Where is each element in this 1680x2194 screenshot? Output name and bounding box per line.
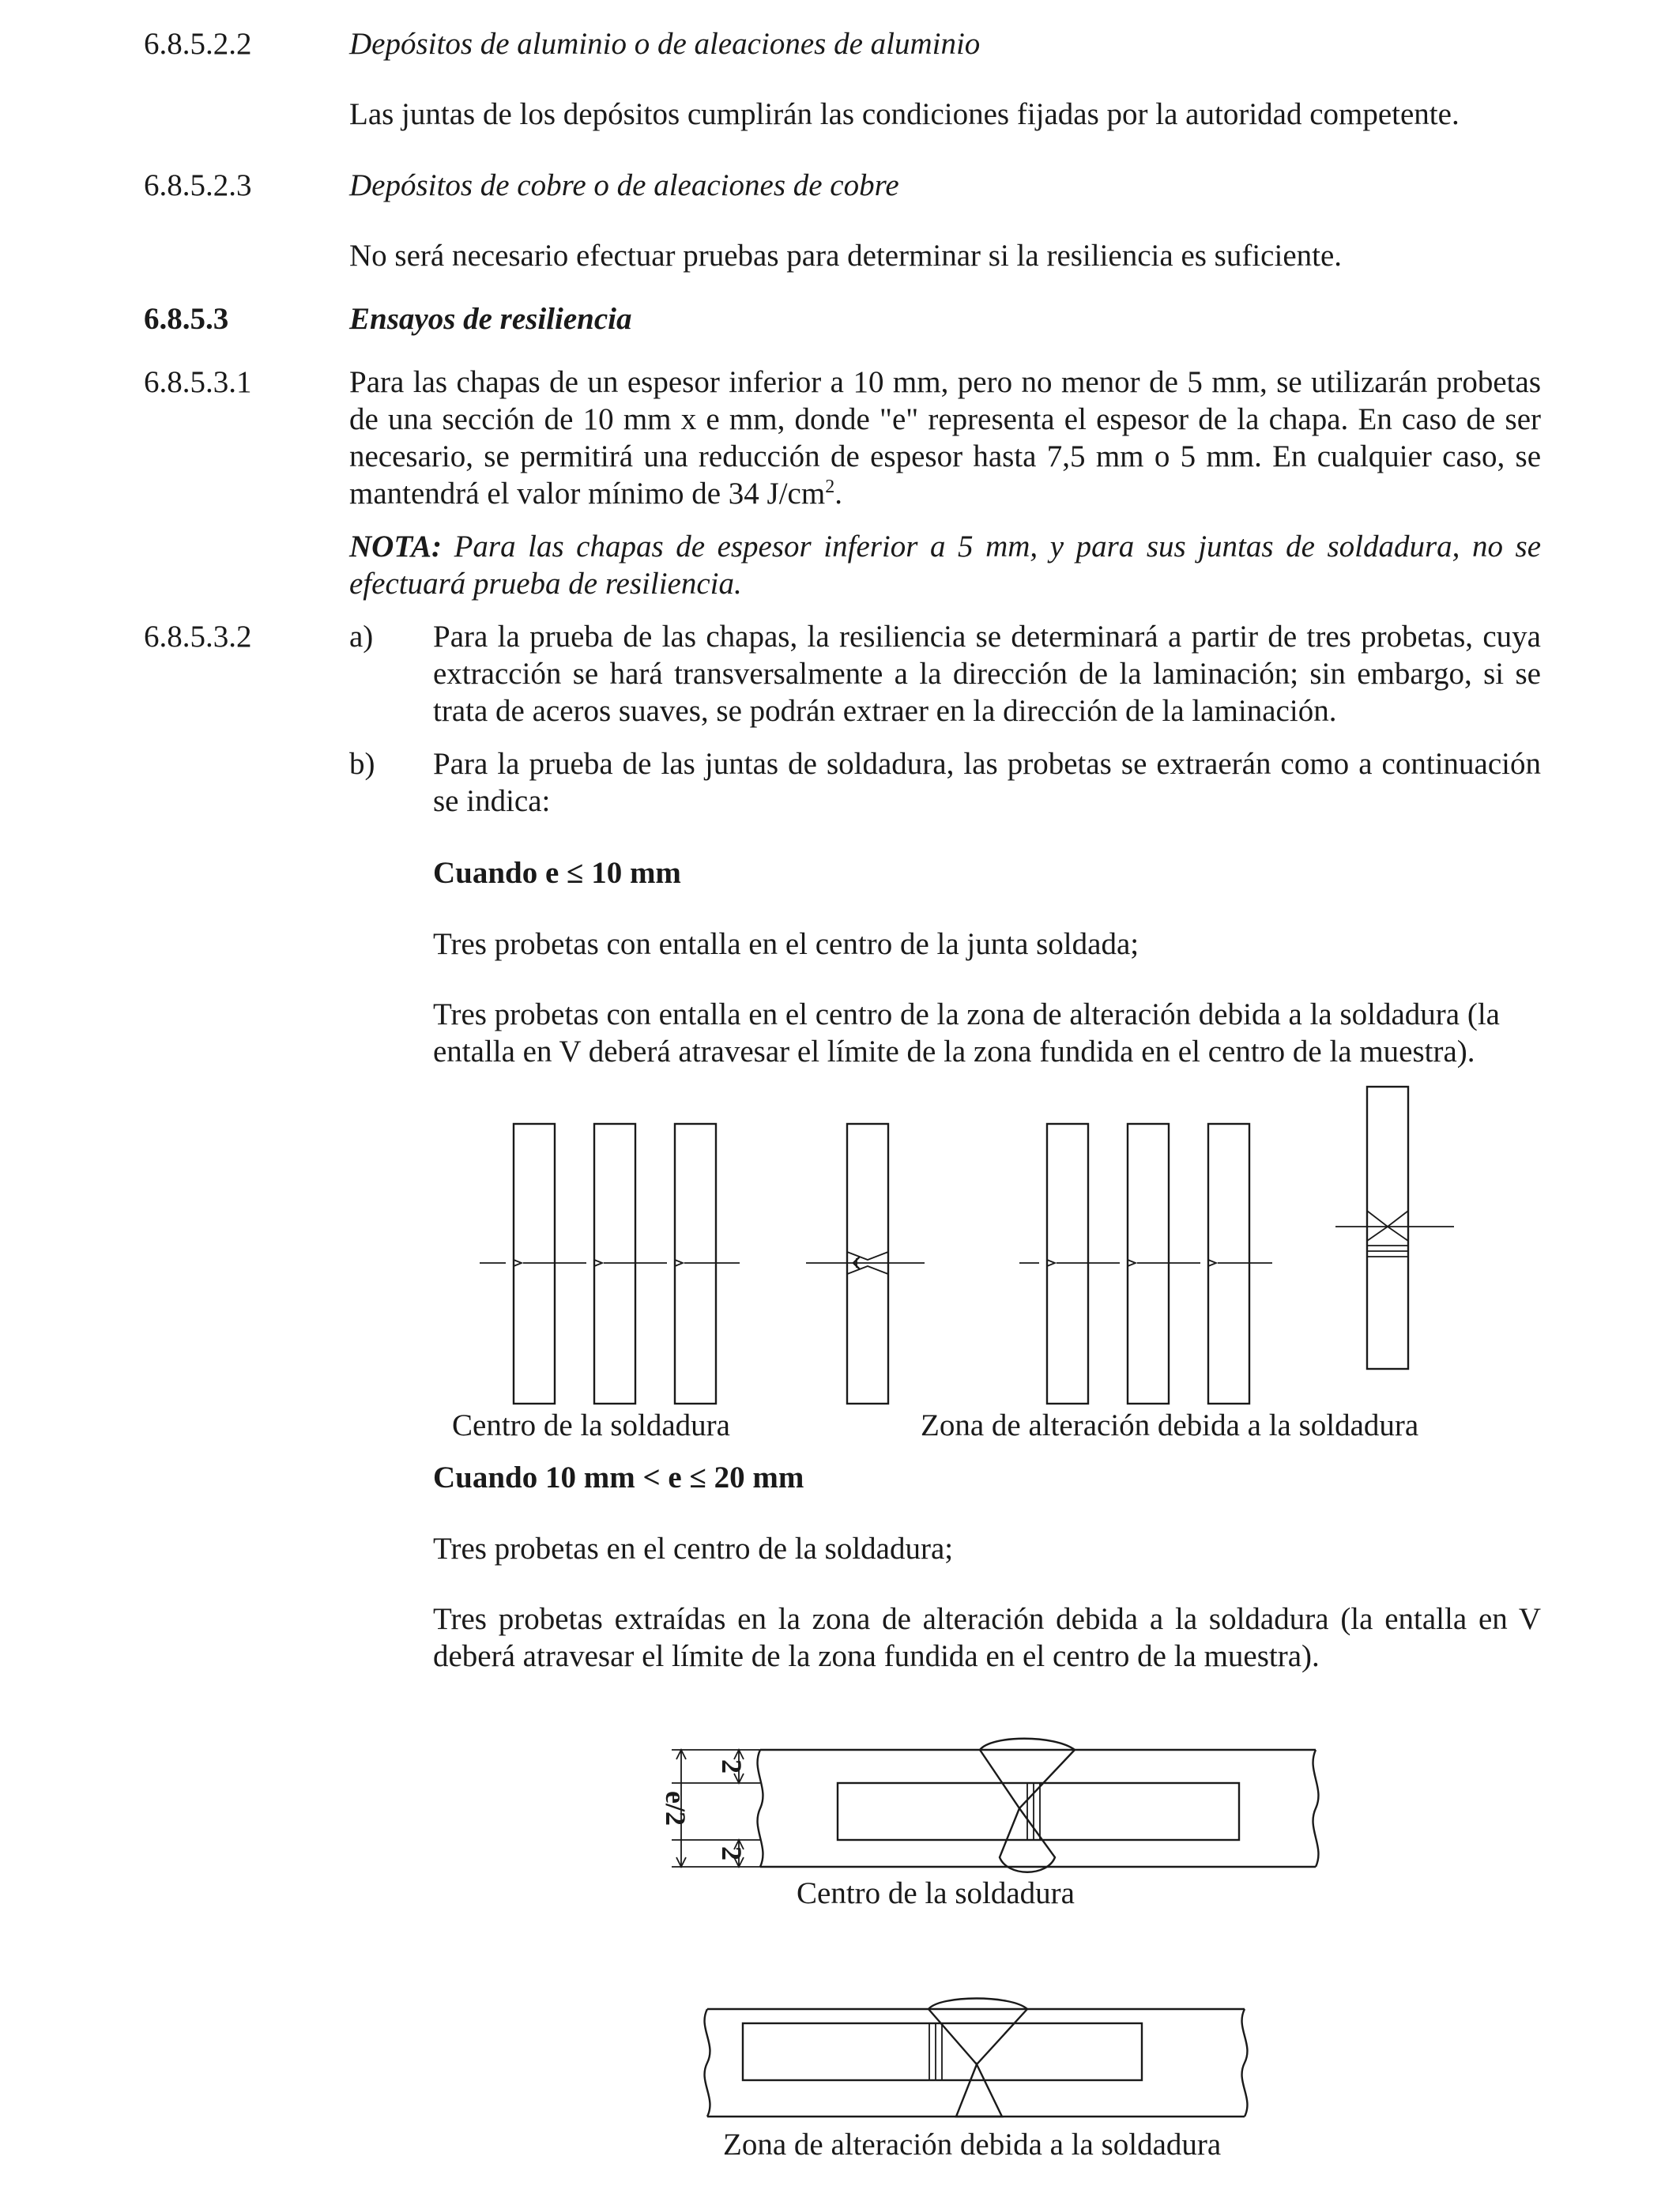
section-number-6-8-5-2-2: 6.8.5.2.2 — [144, 27, 252, 61]
figure1-caption-zona: Zona de alteración debida a la soldadura — [921, 1408, 1419, 1442]
item-b-text: Para la prueba de las juntas de soldadura, las probetas se extraerán como a continuación se indica: — [433, 747, 1541, 818]
case1-paragraph-1: Tres probetas con entalla en el centro de la junta soldada; — [433, 927, 1139, 961]
section-number-6-8-5-3-2: 6.8.5.3.2 — [144, 620, 252, 654]
item-a-text: Para la prueba de las chapas, la resiliencia se determinará a partir de tres probetas, cuya extracción se hará transversalmente a la dirección de la laminación; sin embargo, si se trata de aceros suaves, se podrán extraer en la dirección de la laminación. — [433, 620, 1541, 728]
paragraph-aluminio: Las juntas de los depósitos cumplirán las condiciones fijadas por la autoridad competente. — [349, 97, 1460, 131]
paragraph-cobre: No será necesario efectuar pruebas para determinar si la resiliencia es suficiente. — [349, 239, 1343, 273]
figure1-caption-centro: Centro de la soldadura — [452, 1408, 730, 1442]
paragraph-espesor-text: Para las chapas de un espesor inferior a 10 mm, pero no menor de 5 mm, se utilizarán probetas de una sección de 10 mm x e mm, donde "e" representa el espesor de la chapa. En caso de ser necesario, se permitirá una reducción de espesor hasta 7,5 mm o 5 mm. En cualquier caso, se mantendrá el valor mínimo de 34 J/cm — [349, 365, 1541, 511]
note-text: Para las chapas de espesor inferior a 5 mm, y para sus juntas de soldadura, no se efectuará prueba de resiliencia. — [349, 530, 1542, 601]
case2-paragraph-1: Tres probetas en el centro de la soldadura; — [433, 1532, 954, 1566]
item-letter-a: a) — [349, 620, 374, 654]
section-title-aluminio: Depósitos de aluminio o de aleaciones de aluminio — [349, 27, 981, 61]
case2-paragraph-2: Tres probetas extraídas en la zona de alteración debida a la soldadura (la entalla en V deberá atravesar el límite de la zona fundida en el centro de la muestra). — [433, 1602, 1541, 1673]
section-number-6-8-5-3-1: 6.8.5.3.1 — [144, 365, 252, 399]
case2-title: Cuando 10 mm < e ≤ 20 mm — [433, 1461, 804, 1495]
superscript-2: 2 — [825, 477, 835, 497]
figure3-caption: Zona de alteración debida a la soldadura — [723, 2128, 1222, 2162]
dimension-label-upper: 2 — [716, 1759, 748, 1774]
paragraph-espesor-end: . — [834, 477, 842, 511]
section-number-6-8-5-3: 6.8.5.3 — [144, 302, 229, 336]
section-title-cobre: Depósitos de cobre o de aleaciones de cobre — [349, 168, 899, 202]
case1-title: Cuando e ≤ 10 mm — [433, 856, 681, 890]
figure2-caption: Centro de la soldadura — [797, 1876, 1075, 1910]
section-number-6-8-5-2-3: 6.8.5.2.3 — [144, 168, 252, 202]
dimension-label-lower: 2 — [716, 1846, 748, 1860]
dimension-label-e-half: e/2 — [660, 1791, 691, 1826]
section-title-ensayos-resiliencia: Ensayos de resiliencia — [349, 302, 632, 336]
item-letter-b: b) — [349, 747, 375, 781]
case1-paragraph-2: Tres probetas con entalla en el centro de la zona de alteración debida a la soldadura (la entalla en V deberá atravesar el límite de la zona fundida en el centro de la muestra). — [433, 997, 1500, 1069]
note-label: NOTA: — [349, 530, 442, 564]
